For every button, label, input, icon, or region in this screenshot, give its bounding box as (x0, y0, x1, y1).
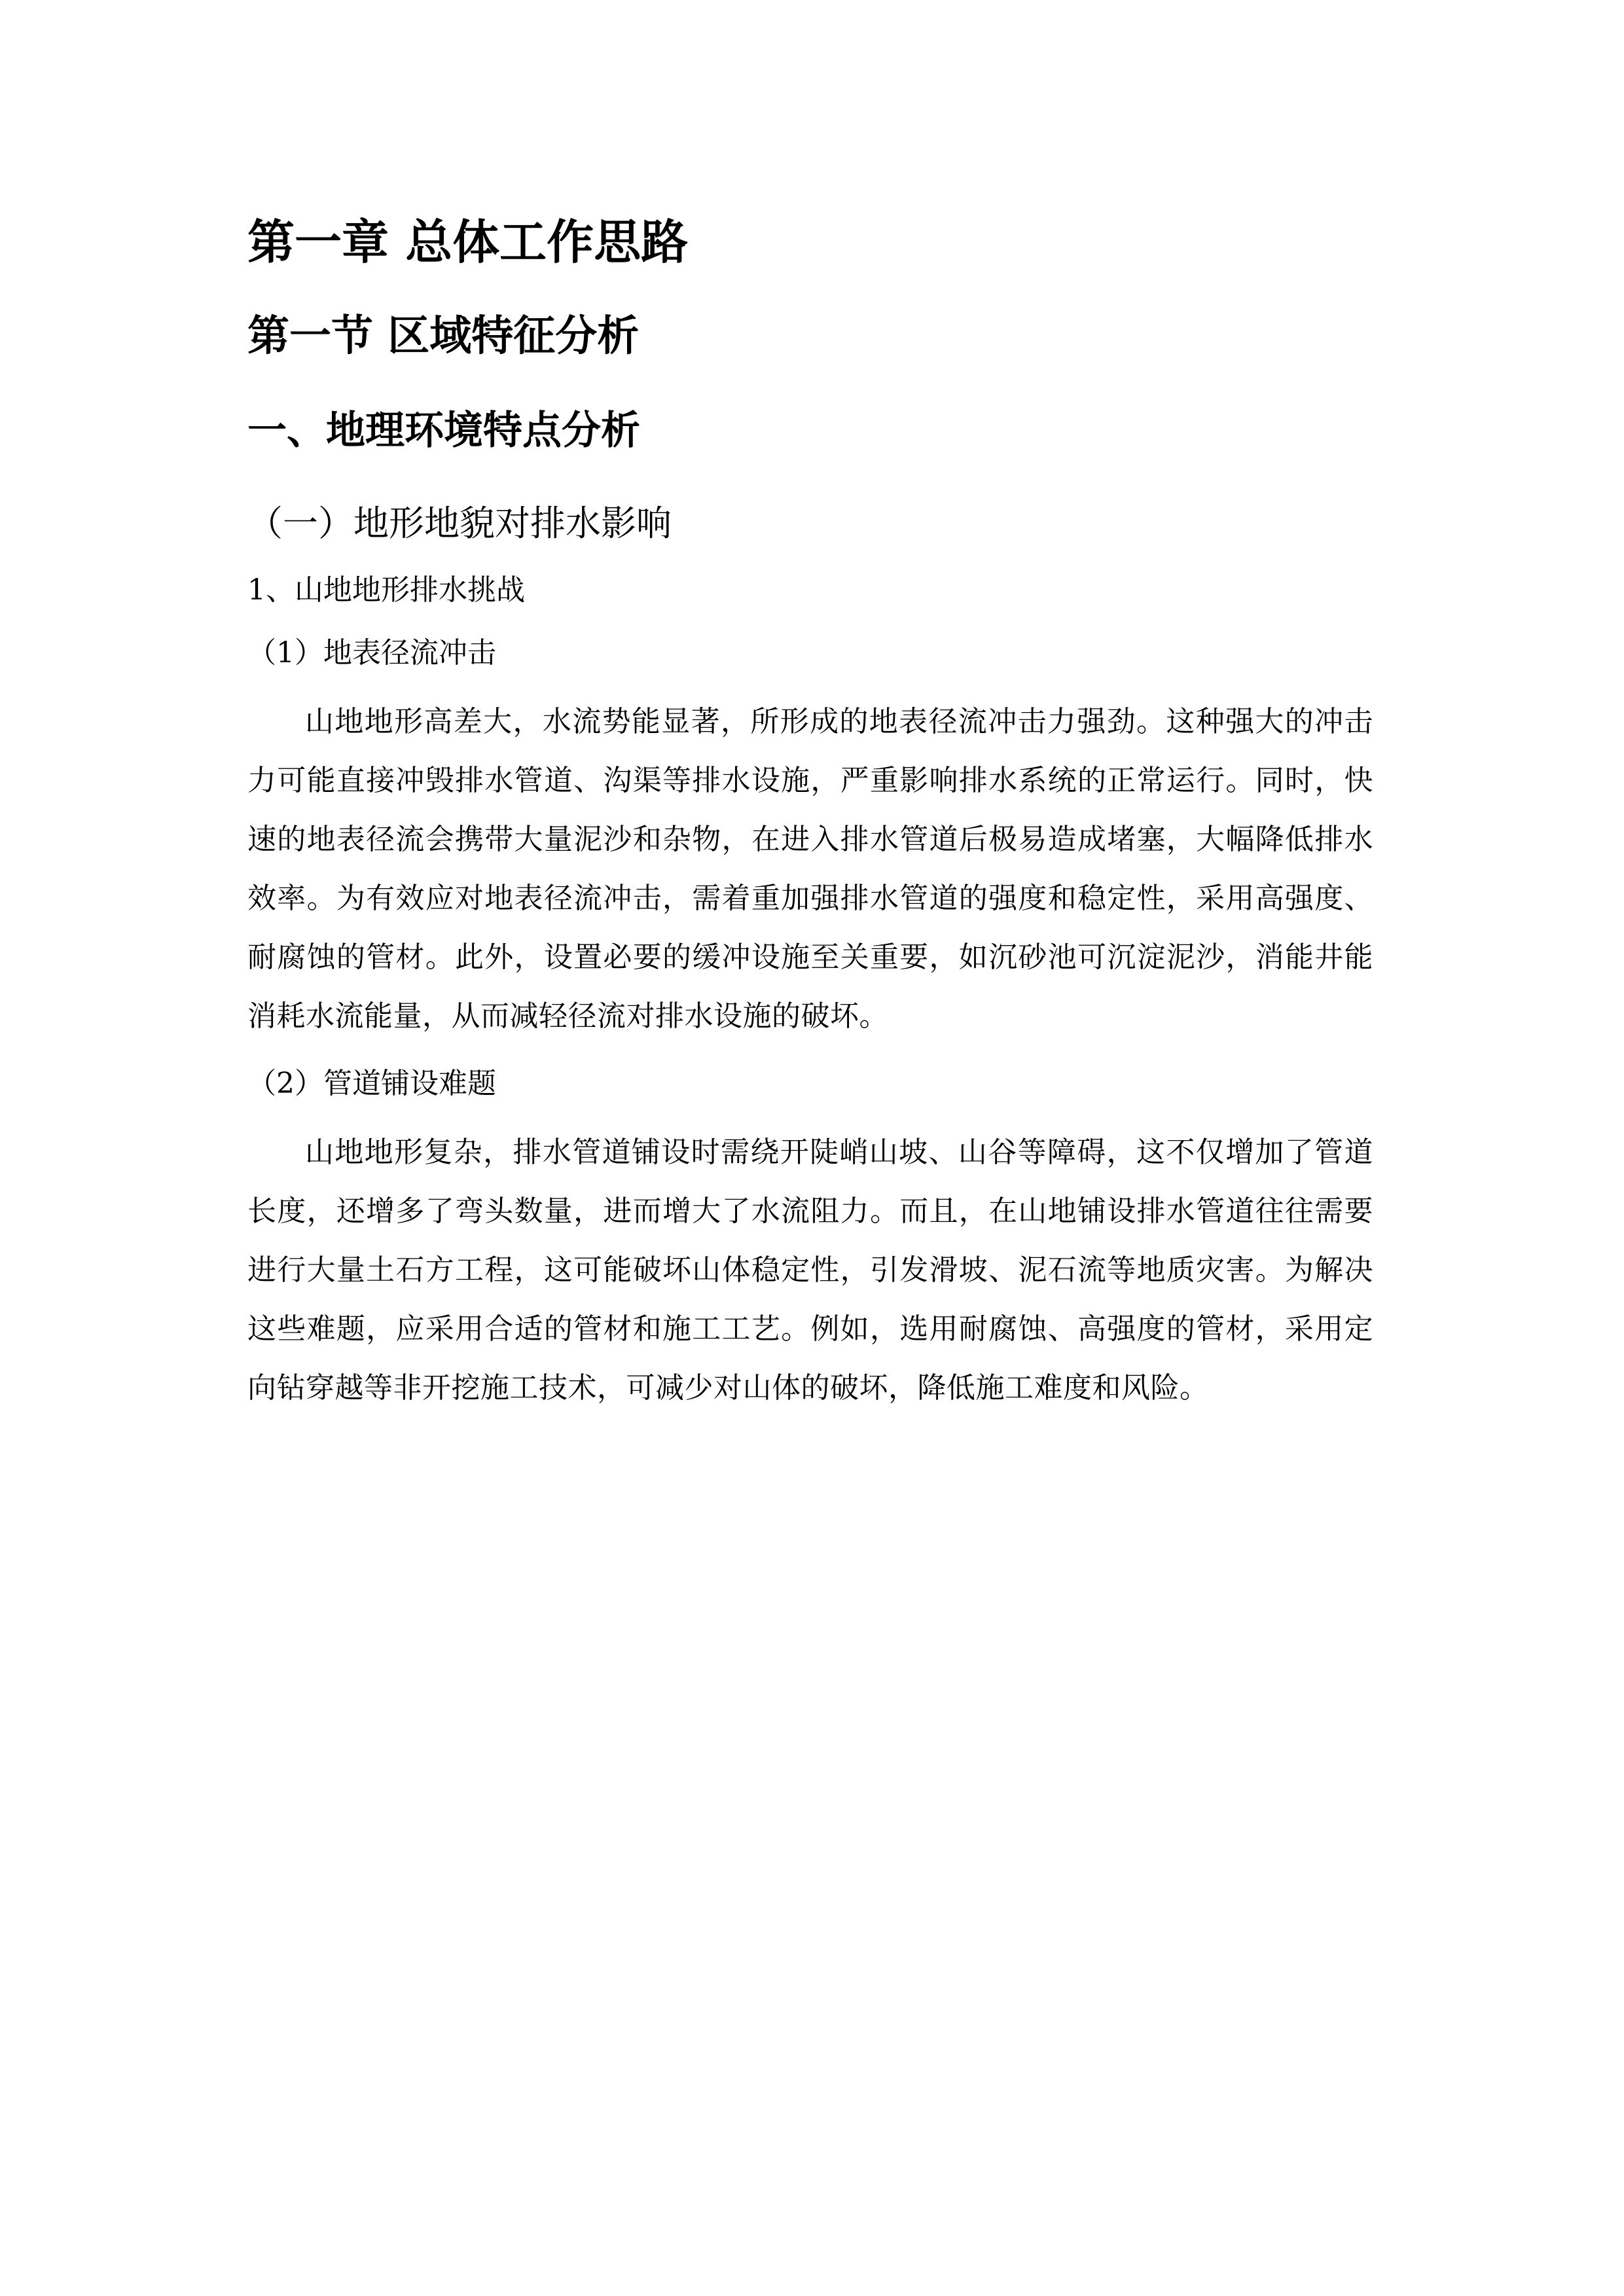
paragraph-pipe-laying: 山地地形复杂，排水管道铺设时需绕开陡峭山坡、山谷等障碍，这不仅增加了管道长度，还增多了弯头数量，进而增大了水流阻力。而且，在山地铺设排水管道往往需要进行大量土石方工程，这可能破坏山体稳定性，引发滑坡、泥石流等地质灾害。为解决这些难题，应采用合适的管材和施工工艺。例如，选用耐腐蚀、高强度的管材，采用定向钻穿越等非开挖施工技术，可减少对山体的破坏，降低施工难度和风险。 (247, 1136, 1373, 1405)
chapter-title: 第一章 总体工作思路 (247, 215, 689, 270)
subsubsection-title: （一）地形地貌对排水影响 (247, 503, 672, 544)
subsection-title: 一、地理环境特点分析 (247, 408, 640, 454)
paragraph-surface-runoff: 山地地形高差大，水流势能显著，所形成的地表径流冲击力强劲。这种强大的冲击力可能直接冲毁排水管道、沟渠等排水设施，严重影响排水系统的正常运行。同时，快速的地表径流会携带大量泥沙和杂物，在进入排水管道后极易造成堵塞，大幅降低排水效率。为有效应对地表径流冲击，需着重加强排水管道的强度和稳定性，采用高强度、耐腐蚀的管材。此外，设置必要的缓冲设施至关重要，如沉砂池可沉淀泥沙，消能井能消耗水流能量，从而减轻径流对排水设施的破坏。 (247, 705, 1373, 1033)
section-title: 第一节 区域特征分析 (247, 312, 640, 361)
document-page (247, 209, 1373, 1436)
subitem-title-2: （2）管道铺设难题 (247, 1067, 496, 1100)
item-title: 1、山地地形排水挑战 (247, 573, 525, 607)
subitem-title-1: （1）地表径流冲击 (247, 636, 496, 670)
